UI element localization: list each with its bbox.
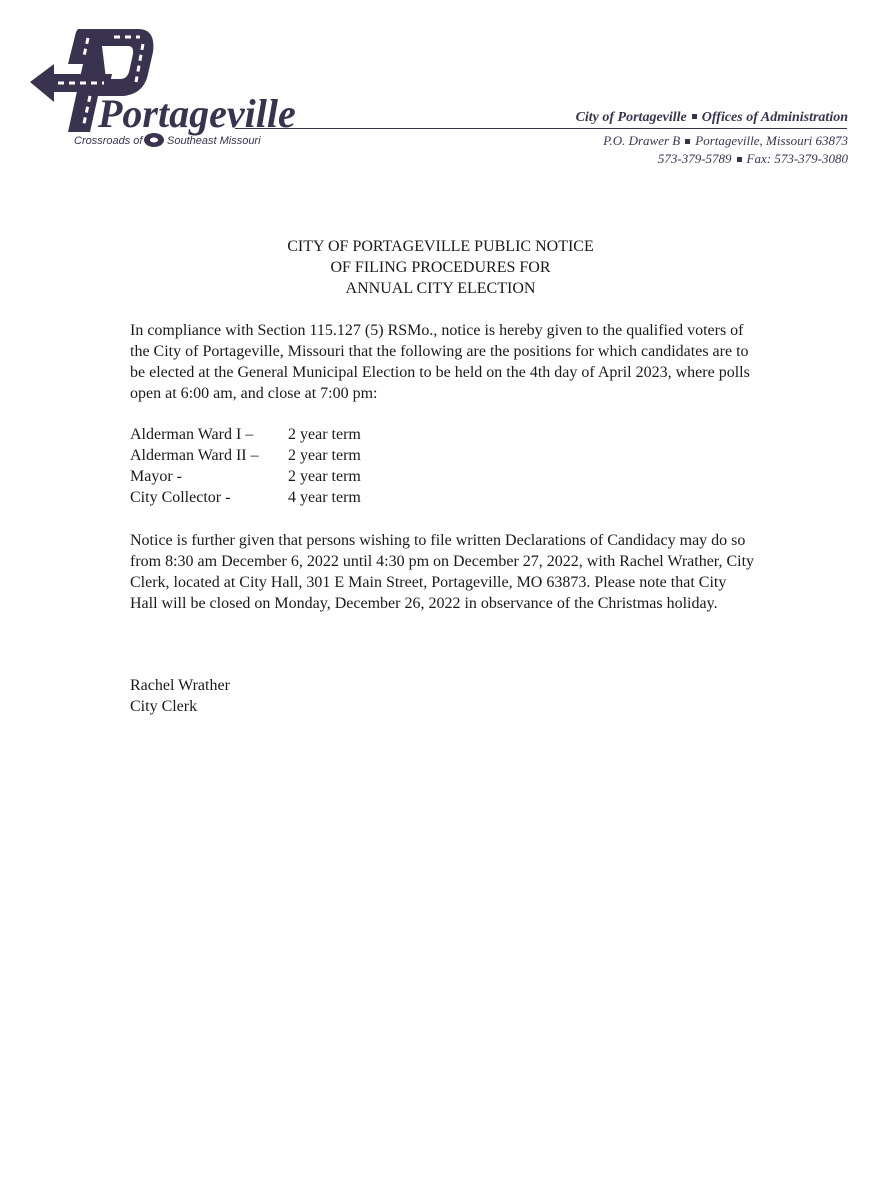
positions-list (130, 424, 361, 508)
separator-icon (685, 139, 690, 144)
signature-title: City Clerk (130, 698, 198, 715)
office-heading (576, 110, 848, 126)
logo-tagline-right: Southeast Missouri (167, 135, 261, 147)
separator-icon (737, 157, 742, 162)
notice-title-line-1: CITY OF PORTAGEVILLE PUBLIC NOTICE (287, 238, 594, 255)
position-row (130, 445, 361, 466)
position-term: 2 year term (288, 426, 361, 443)
position-row (130, 487, 361, 508)
position-title: Mayor - (130, 468, 182, 485)
notice-title (0, 236, 881, 299)
notice-title-line-2: OF FILING PROCEDURES FOR (330, 259, 551, 276)
filing-paragraph: Notice is further given that persons wishing to file written Declarations of Candidacy may do so from 8:30 am December 6, 2022 until 4:30 pm on December 27, 2022, with Rachel Wrather, City Clerk, located at City Hall, 301 E Main Street, Portageville, MO 63873. Please note that City Hall will be closed on Monday, December 26, 2022 in observance of the Christmas holiday. (130, 532, 755, 612)
position-title: Alderman Ward II – (130, 447, 259, 464)
position-row (130, 466, 361, 487)
position-row (130, 424, 361, 445)
notice-title-line-3: ANNUAL CITY ELECTION (345, 280, 536, 297)
logo-tagline-left: Crossroads of (74, 135, 143, 147)
office-address (576, 132, 848, 150)
address-po: P.O. Drawer B (603, 133, 681, 148)
position-title: Alderman Ward I – (130, 426, 254, 443)
phone-number: 573-379-5789 (657, 151, 732, 166)
fax-number: Fax: 573-379-3080 (746, 151, 848, 166)
office-contact-block (576, 110, 848, 168)
office-name: City of Portageville (575, 110, 687, 125)
signature-block (130, 675, 230, 717)
office-dept: Offices of Administration (701, 110, 848, 125)
logo-wordmark: Portageville (98, 91, 296, 136)
letterhead (0, 0, 881, 190)
compliance-paragraph: In compliance with Section 115.127 (5) RSMo., notice is hereby given to the qualified voters of the City of Portageville, Missouri that the following are the positions for which candidates are to be elected at the General Municipal Election to be held on the 4th day of April 2023, where polls open at 6:00 am, and close at 7:00 pm: (130, 322, 750, 402)
position-term: 4 year term (288, 489, 361, 506)
signature-name: Rachel Wrather (130, 677, 230, 694)
position-title: City Collector - (130, 489, 231, 506)
position-term: 2 year term (288, 447, 361, 464)
road-arrow-logo-icon (28, 24, 296, 154)
separator-icon (692, 114, 697, 119)
office-phone-fax (576, 150, 848, 168)
address-city: Portageville, Missouri 63873 (695, 133, 848, 148)
position-term: 2 year term (288, 468, 361, 485)
